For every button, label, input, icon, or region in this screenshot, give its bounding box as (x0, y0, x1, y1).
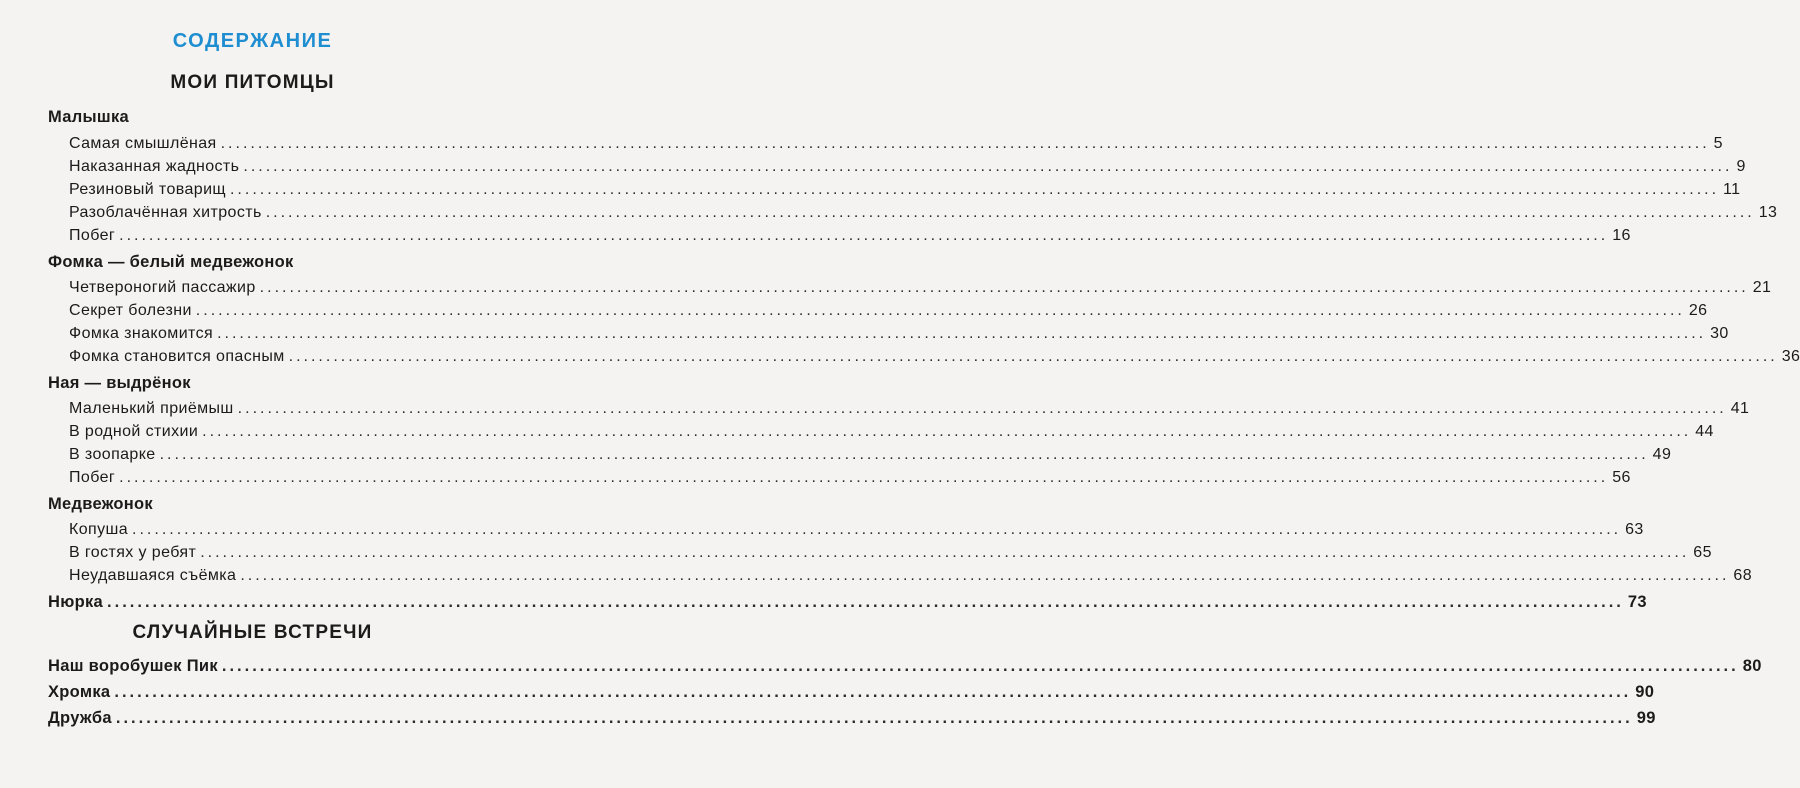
toc-entry[interactable] (69, 466, 1631, 490)
entry-title: Наказанная жадность (69, 158, 240, 175)
section-heading-naya: Ная — выдрёнок (48, 374, 191, 392)
leader-dots: ........................................................................................................................................................................................................ (240, 567, 1730, 584)
entry-title: Дружба (48, 709, 112, 727)
entry-page: 21 (1752, 279, 1772, 296)
leader-dots: ........................................................................................................................................................................................................ (220, 135, 1710, 152)
leader-dots: ........................................................................................................................................................................................................ (288, 348, 1778, 365)
entry-title: Неудавшаяся съёмка (69, 567, 237, 584)
toc-entry[interactable] (69, 345, 1800, 369)
entry-title: Наш воробушек Пик (48, 657, 218, 675)
entry-page: 11 (1723, 181, 1741, 198)
entry-title: Четвероногий пассажир (69, 279, 256, 296)
entry-page: 44 (1695, 423, 1714, 440)
leader-dots: ........................................................................................................................................................................................................ (119, 227, 1609, 244)
toc-entry-standalone[interactable] (48, 706, 1656, 730)
entry-title: Фомка становится опасным (69, 348, 285, 365)
leader-dots: ........................................................................................................................................................................................................ (132, 521, 1622, 538)
entry-page: 9 (1736, 158, 1746, 175)
entry-title: В гостях у ребят (69, 544, 197, 561)
leader-dots: ........................................................................................................................................................................................................ (237, 400, 1727, 417)
entry-title: Хромка (48, 683, 111, 701)
entry-title: Побег (69, 227, 116, 244)
toc-entry[interactable] (69, 224, 1631, 248)
entry-title: Самая смышлёная (69, 135, 217, 152)
leader-dots: ........................................................................................................................................................................................................ (265, 204, 1755, 221)
toc-entry[interactable] (69, 564, 1753, 588)
entry-page: 5 (1713, 135, 1723, 152)
entry-page: 30 (1710, 325, 1729, 342)
entry-page: 41 (1730, 400, 1750, 417)
entry-title: В родной стихии (69, 423, 199, 440)
leader-dots: ........................................................................................................................................................................................................ (159, 446, 1649, 463)
leader-dots: ........................................................................................................................................................................................................ (115, 709, 1633, 727)
entry-title: Секрет болезни (69, 302, 192, 319)
section-heading-fomka: Фомка — белый медвежонок (48, 253, 294, 271)
toc-entry[interactable] (69, 178, 1741, 202)
entry-page: 13 (1758, 204, 1778, 221)
toc-entry[interactable] (69, 541, 1712, 565)
entry-title: Резиновый товарищ (69, 181, 226, 198)
entry-title: Фомка знакомится (69, 325, 214, 342)
contents-title: СОДЕРЖАНИЕ (172, 30, 333, 52)
leader-dots: ........................................................................................................................................................................................................ (202, 423, 1692, 440)
entry-page: 68 (1733, 567, 1753, 584)
section-heading-malyshka: Малышка (48, 108, 129, 126)
entry-page: 99 (1636, 709, 1656, 727)
leader-dots: ........................................................................................................................................................................................................ (229, 181, 1720, 198)
toc-entry[interactable] (69, 132, 1723, 156)
leader-dots: ........................................................................................................................................................................................................ (195, 302, 1685, 319)
leader-dots: ........................................................................................................................................................................................................ (119, 469, 1609, 486)
entry-page: 16 (1612, 227, 1631, 244)
entry-title: Маленький приёмыш (69, 400, 234, 417)
entry-page: 49 (1652, 446, 1672, 463)
entry-page: 56 (1612, 469, 1631, 486)
part-title-1: МОИ ПИТОМЦЫ (170, 72, 335, 93)
entry-title: Разоблачённая хитрость (69, 204, 262, 221)
toc-entry[interactable] (69, 155, 1746, 179)
entry-title: Копуша (69, 521, 129, 538)
toc-entry-standalone[interactable] (48, 590, 1647, 614)
leader-dots: ........................................................................................................................................................................................................ (259, 279, 1749, 296)
entry-page: 65 (1693, 544, 1712, 561)
toc-entry[interactable] (69, 420, 1714, 444)
leader-dots: ........................................................................................................................................................................................................ (114, 683, 1632, 701)
toc-entry[interactable] (69, 201, 1778, 225)
leader-dots: ........................................................................................................................................................................................................ (217, 325, 1707, 342)
leader-dots: ........................................................................................................................................................................................................ (200, 544, 1690, 561)
toc-entry[interactable] (69, 518, 1644, 542)
part-title-2: СЛУЧАЙНЫЕ ВСТРЕЧИ (132, 622, 373, 643)
entry-page: 73 (1627, 593, 1647, 611)
toc-entry[interactable] (69, 443, 1672, 467)
section-heading-medvezhonok: Медвежонок (48, 495, 153, 513)
entry-page: 90 (1635, 683, 1655, 701)
toc-entry-standalone[interactable] (48, 680, 1655, 704)
entry-page: 36 (1781, 348, 1800, 365)
entry-title: Побег (69, 469, 116, 486)
entry-page: 80 (1742, 657, 1762, 675)
entry-title: Нюрка (48, 593, 104, 611)
entry-page: 63 (1625, 521, 1644, 538)
entry-page: 26 (1688, 302, 1708, 319)
toc-entry[interactable] (69, 299, 1708, 323)
leader-dots: ........................................................................................................................................................................................................ (243, 158, 1733, 175)
toc-entry[interactable] (69, 397, 1750, 421)
toc-entry[interactable] (69, 322, 1729, 346)
leader-dots: ........................................................................................................................................................................................................ (221, 657, 1739, 675)
entry-title: В зоопарке (69, 446, 156, 463)
leader-dots: ........................................................................................................................................................................................................ (107, 593, 1624, 611)
toc-entry-standalone[interactable] (48, 654, 1762, 678)
toc-entry[interactable] (69, 276, 1772, 300)
